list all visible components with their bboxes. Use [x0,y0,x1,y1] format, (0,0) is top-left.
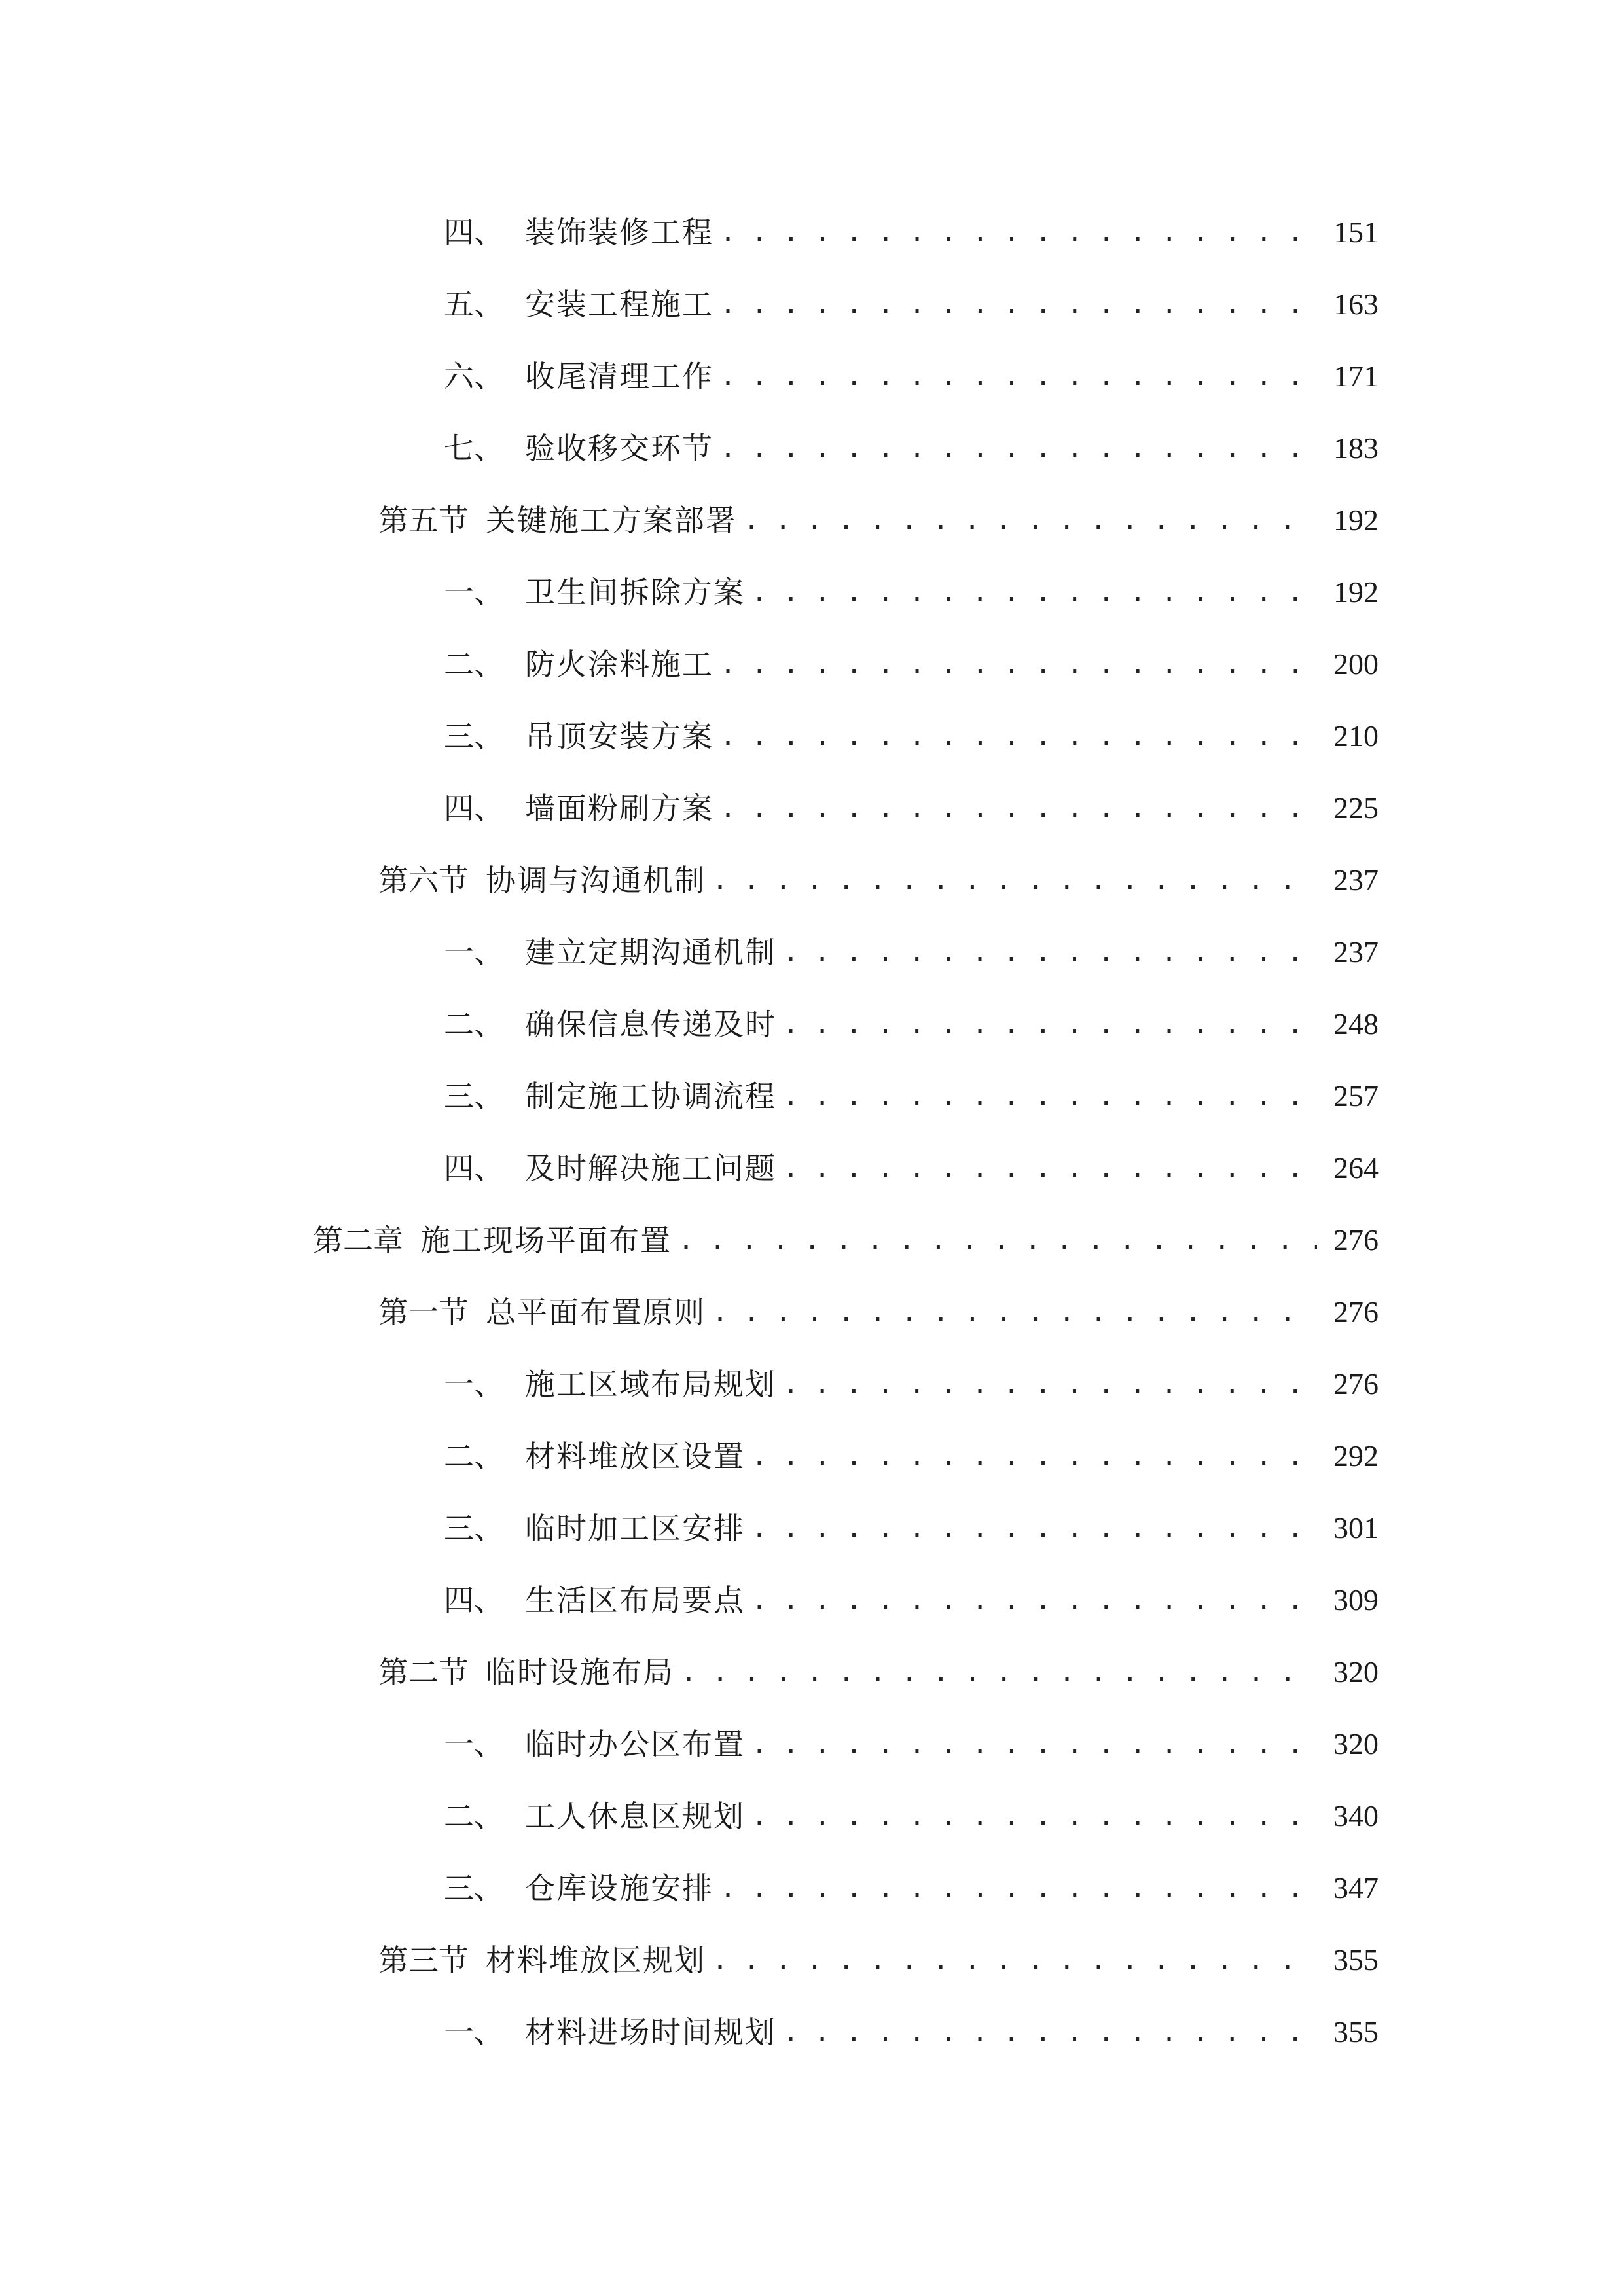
toc-entry-page-number: 151 [1333,215,1379,249]
toc-entry-content [378,1276,1379,1348]
toc-entry-page-number: 301 [1333,1511,1379,1545]
toc-entry-page-number: 237 [1333,863,1379,897]
dot-leader [744,484,1317,556]
toc-entry-page-number: 347 [1333,1871,1379,1905]
table-of-contents [0,196,1624,2068]
dot-leader [751,1492,1317,1564]
toc-entry-title: 材料进场时间规划 [525,2015,776,2050]
toc-entry-number: 三、 [444,1871,504,1906]
toc-entry-title: 安装工程施工 [525,287,713,322]
toc-entry-section[interactable] [0,1276,1624,1348]
toc-entry-title: 总平面布置原则 [486,1295,706,1330]
dot-leader [712,844,1317,916]
dot-leader [751,1420,1317,1492]
toc-entry-page-number: 163 [1333,287,1379,321]
toc-entry-page-number: 248 [1333,1007,1379,1041]
toc-entry-section[interactable] [0,484,1624,556]
toc-entry-title: 生活区布局要点 [525,1583,745,1618]
dot-leader [720,772,1317,844]
toc-entry-item[interactable] [0,700,1624,772]
toc-entry-content [444,988,1379,1060]
toc-entry-title: 仓库设施安排 [525,1871,713,1906]
toc-entry-number: 一、 [444,1367,504,1402]
toc-entry-page-number: 320 [1333,1727,1379,1761]
toc-entry-page-number: 200 [1333,647,1379,681]
toc-entry-item[interactable] [0,1564,1624,1636]
toc-entry-title: 临时加工区安排 [525,1511,745,1546]
dot-leader [712,1276,1317,1348]
toc-entry-title: 协调与沟通机制 [486,863,706,898]
dot-leader [783,1060,1317,1132]
toc-entry-number: 三、 [444,719,504,754]
toc-entry-item[interactable] [0,1780,1624,1852]
toc-entry-number: 第一节 [378,1295,469,1330]
toc-entry-number: 四、 [444,791,504,826]
toc-entry-content [378,484,1379,556]
dot-leader [720,412,1317,484]
toc-entry-number: 五、 [444,287,504,322]
toc-entry-item[interactable] [0,1060,1624,1132]
toc-entry-page-number: 192 [1333,575,1379,609]
toc-entry-page-number: 237 [1333,935,1379,969]
toc-entry-number: 二、 [444,647,504,682]
toc-entry-content [444,1132,1379,1204]
toc-entry-content [444,1708,1379,1780]
toc-entry-page-number: 264 [1333,1151,1379,1185]
toc-entry-title: 卫生间拆除方案 [525,575,745,610]
dot-leader [783,988,1317,1060]
toc-entry-page-number: 171 [1333,359,1379,393]
toc-entry-title: 施工现场平面布置 [420,1223,672,1258]
toc-entry-item[interactable] [0,628,1624,700]
toc-entry-title: 制定施工协调流程 [525,1079,776,1114]
toc-entry-title: 收尾清理工作 [525,359,713,394]
toc-entry-item[interactable] [0,1348,1624,1420]
toc-entry-item[interactable] [0,1852,1624,1924]
dot-leader [783,1132,1317,1204]
toc-entry-item[interactable] [0,340,1624,412]
toc-entry-number: 第三节 [378,1943,469,1978]
toc-entry-number: 一、 [444,935,504,970]
dot-leader [720,196,1317,268]
toc-entry-content [444,268,1379,340]
dot-leader [751,1564,1317,1636]
toc-entry-content [444,1780,1379,1852]
toc-entry-item[interactable] [0,1996,1624,2068]
dot-leader [678,1204,1317,1276]
toc-entry-number: 第二节 [378,1655,469,1690]
toc-entry-page-number: 320 [1333,1655,1379,1689]
toc-entry-item[interactable] [0,1492,1624,1564]
toc-entry-item[interactable] [0,556,1624,628]
toc-entry-content [444,1060,1379,1132]
toc-entry-page-number: 192 [1333,503,1379,537]
toc-entry-number: 二、 [444,1439,504,1474]
toc-entry-content [444,628,1379,700]
toc-entry-number: 第六节 [378,863,469,898]
toc-entry-section[interactable] [0,844,1624,916]
toc-entry-number: 一、 [444,575,504,610]
toc-entry-page-number: 355 [1333,2015,1379,2049]
toc-entry-content [444,1492,1379,1564]
toc-entry-title: 墙面粉刷方案 [525,791,713,826]
toc-entry-page-number: 292 [1333,1439,1379,1473]
toc-entry-content [444,1348,1379,1420]
toc-entry-title: 建立定期沟通机制 [525,935,776,970]
toc-entry-page-number: 276 [1333,1367,1379,1401]
toc-entry-number: 三、 [444,1079,504,1114]
dot-leader [720,340,1317,412]
toc-entry-title: 及时解决施工问题 [525,1151,776,1186]
toc-entry-item[interactable] [0,1708,1624,1780]
toc-entry-content [444,196,1379,268]
toc-entry-number: 一、 [444,1727,504,1762]
dot-leader [720,1852,1317,1924]
toc-entry-number: 四、 [444,1583,504,1618]
toc-entry-content [444,700,1379,772]
toc-entry-page-number: 257 [1333,1079,1379,1113]
toc-entry-content [313,1204,1379,1276]
dot-leader [720,628,1317,700]
toc-entry-content [444,1852,1379,1924]
dot-leader [783,1996,1317,2068]
toc-entry-number: 第五节 [378,503,469,538]
toc-entry-number: 四、 [444,215,504,250]
toc-entry-number: 第二章 [313,1223,403,1258]
toc-entry-chapter[interactable] [0,1204,1624,1276]
dot-leader [783,1348,1317,1420]
toc-entry-title: 材料堆放区设置 [525,1439,745,1474]
toc-entry-section[interactable] [0,1636,1624,1708]
dot-leader [751,1708,1317,1780]
toc-entry-content [444,412,1379,484]
dot-leader [751,556,1317,628]
toc-entry-page-number: 276 [1333,1295,1379,1329]
dot-leader [712,1924,1317,1996]
toc-entry-number: 三、 [444,1511,504,1546]
toc-entry-number: 六、 [444,359,504,394]
toc-entry-title: 临时设施布局 [486,1655,674,1690]
toc-entry-page-number: 309 [1333,1583,1379,1617]
toc-entry-item[interactable] [0,1420,1624,1492]
toc-entry-content [444,916,1379,988]
dot-leader [681,1636,1317,1708]
dot-leader [720,700,1317,772]
toc-entry-item[interactable] [0,988,1624,1060]
toc-entry-page-number: 276 [1333,1223,1379,1257]
toc-entry-title: 防火涂料施工 [525,647,713,682]
toc-entry-content [444,1564,1379,1636]
toc-entry-content [444,1996,1379,2068]
toc-entry-title: 材料堆放区规划 [486,1943,706,1978]
dot-leader [783,916,1317,988]
toc-entry-number: 四、 [444,1151,504,1186]
toc-entry-item[interactable] [0,196,1624,268]
toc-entry-item[interactable] [0,1132,1624,1204]
toc-entry-item[interactable] [0,916,1624,988]
toc-entry-content [444,1420,1379,1492]
toc-entry-title: 临时办公区布置 [525,1727,745,1762]
dot-leader [751,1780,1317,1852]
toc-entry-number: 二、 [444,1007,504,1042]
toc-entry-item[interactable] [0,268,1624,340]
toc-entry-title: 施工区域布局规划 [525,1367,776,1402]
toc-entry-title: 验收移交环节 [525,431,713,466]
toc-entry-title: 关键施工方案部署 [486,503,737,538]
toc-entry-content [444,772,1379,844]
toc-entry-content [378,1924,1379,1996]
toc-entry-title: 确保信息传递及时 [525,1007,776,1042]
toc-entry-content [378,844,1379,916]
toc-entry-item[interactable] [0,772,1624,844]
toc-entry-content [444,556,1379,628]
toc-entry-page-number: 210 [1333,719,1379,753]
toc-entry-content [378,1636,1379,1708]
toc-entry-page-number: 225 [1333,791,1379,825]
toc-entry-number: 七、 [444,431,504,466]
toc-entry-page-number: 355 [1333,1943,1379,1977]
toc-entry-title: 吊顶安装方案 [525,719,713,754]
toc-entry-item[interactable] [0,412,1624,484]
toc-entry-number: 一、 [444,2015,504,2050]
toc-entry-page-number: 340 [1333,1799,1379,1833]
toc-entry-page-number: 183 [1333,431,1379,465]
toc-entry-title: 装饰装修工程 [525,215,713,250]
toc-entry-content [444,340,1379,412]
toc-entry-number: 二、 [444,1799,504,1834]
dot-leader [720,268,1317,340]
toc-entry-title: 工人休息区规划 [525,1799,745,1834]
toc-entry-section[interactable] [0,1924,1624,1996]
